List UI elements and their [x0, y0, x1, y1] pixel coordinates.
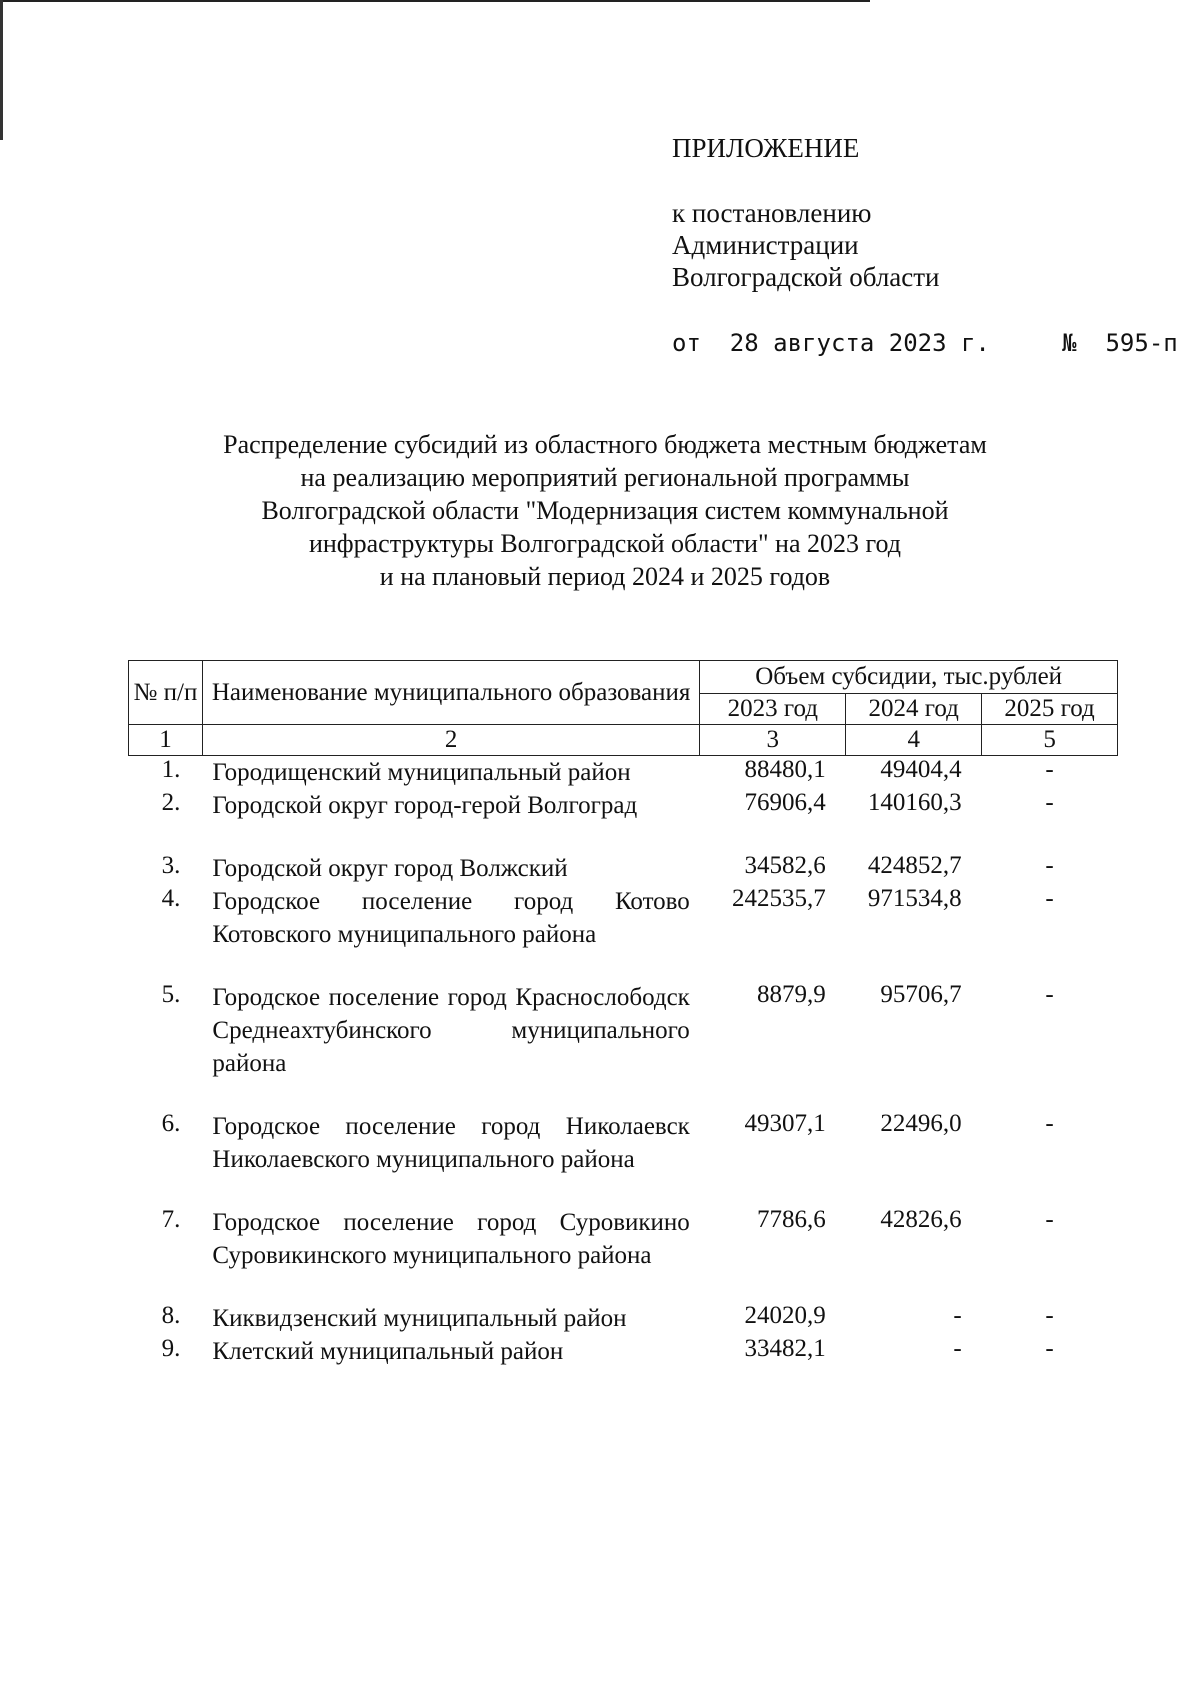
header-number: № п/п [129, 661, 203, 725]
row-number: 1. [161, 756, 181, 783]
municipality-name: Городское поселение город Николаевск Николаевского муниципального района [212, 1113, 690, 1173]
scan-top-border [0, 0, 870, 2]
title-line-5: и на плановый период 2024 и 2025 годов [379, 562, 831, 591]
table-header [129, 661, 1118, 756]
table-row [129, 1110, 1118, 1206]
municipality-name: Городской округ город Волжский [212, 855, 568, 882]
appendix-line-2: Администрации [672, 230, 859, 260]
table-row [129, 885, 1118, 981]
table-row [129, 1302, 1118, 1335]
header-year-2024: 2024 год [846, 694, 982, 725]
column-number-5: 5 [982, 725, 1118, 756]
subsidy-2023: 24020,9 [744, 1302, 826, 1329]
subsidy-2025: - [1045, 1110, 1054, 1137]
subsidy-table [128, 660, 1118, 1368]
table-body [129, 756, 1118, 1369]
appendix-line-1: к постановлению [672, 198, 872, 228]
title-line-4: инфраструктуры Волгоградской области" на 2023 год [308, 529, 902, 558]
column-number-4: 4 [846, 725, 982, 756]
subsidy-2025: - [1045, 852, 1054, 879]
row-number: 4. [161, 885, 181, 912]
table-row [129, 1206, 1118, 1302]
subsidy-2025: - [1045, 789, 1054, 816]
subsidy-2025: - [1045, 885, 1054, 912]
subsidy-2024: 140160,3 [867, 789, 962, 816]
row-number: 2. [161, 789, 181, 816]
row-number: 3. [161, 852, 181, 879]
appendix-block [672, 132, 1178, 359]
subsidy-2023: 33482,1 [744, 1335, 826, 1362]
subsidy-2025: - [1045, 981, 1054, 1008]
table-row [129, 981, 1118, 1110]
municipality-name: Городское поселение город Суровикино Суровикинского муниципального района [212, 1209, 690, 1269]
subsidy-2024: 42826,6 [880, 1206, 962, 1233]
header-volume: Объем субсидии, тыс.рублей [700, 661, 1118, 694]
subsidy-2025: - [1045, 1302, 1054, 1329]
subsidy-2023: 76906,4 [744, 789, 826, 816]
appendix-heading: ПРИЛОЖЕНИЕ [672, 133, 860, 163]
title-line-1: Распределение субсидий из областного бюджета местным бюджетам [223, 430, 987, 459]
municipality-name: Городищенский муниципальный район [212, 759, 631, 786]
subsidy-2025: - [1045, 1335, 1054, 1362]
subsidy-2024: 95706,7 [880, 981, 962, 1008]
title-line-2: на реализацию мероприятий региональной программы [300, 463, 910, 492]
column-number-2: 2 [202, 725, 699, 756]
row-number: 8. [161, 1302, 181, 1329]
decree-date-number: от 28 августа 2023 г. № 595-п [672, 329, 1178, 357]
column-number-3: 3 [700, 725, 846, 756]
scan-left-edge [0, 0, 3, 140]
subsidy-2024: - [953, 1335, 962, 1362]
subsidy-2025: - [1045, 756, 1054, 783]
municipality-name: Клетский муниципальный район [212, 1338, 564, 1365]
title-line-3: Волгоградской области "Модернизация систем коммунальной [261, 496, 949, 525]
subsidy-2023: 34582,6 [744, 852, 826, 879]
header-year-2023: 2023 год [700, 694, 846, 725]
row-number: 9. [161, 1335, 181, 1362]
subsidy-2024: 424852,7 [867, 852, 962, 879]
subsidy-2023: 242535,7 [731, 885, 826, 912]
header-name: Наименование муниципального образования [202, 661, 699, 725]
appendix-line-3: Волгоградской области [672, 262, 940, 292]
subsidy-2023: 7786,6 [756, 1206, 826, 1233]
row-number: 5. [161, 981, 181, 1008]
municipality-name: Городское поселение город Котово Котовского муниципального района [212, 888, 690, 948]
subsidy-2024: - [953, 1302, 962, 1329]
table-row [129, 789, 1118, 852]
column-number-1: 1 [129, 725, 203, 756]
subsidy-2024: 49404,4 [880, 756, 962, 783]
municipality-name: Городское поселение город Краснослободск Среднеахтубинского муниципального района [212, 984, 690, 1077]
row-number: 6. [161, 1110, 181, 1137]
header-year-2025: 2025 год [982, 694, 1118, 725]
table-row [129, 756, 1118, 790]
row-number: 7. [161, 1206, 181, 1233]
document-title [110, 428, 1100, 593]
subsidy-2023: 88480,1 [744, 756, 826, 783]
subsidy-2023: 49307,1 [744, 1110, 826, 1137]
municipality-name: Городской округ город-герой Волгоград [212, 792, 638, 819]
subsidy-2024: 971534,8 [867, 885, 962, 912]
subsidy-2023: 8879,9 [756, 981, 826, 1008]
table-row [129, 852, 1118, 885]
subsidy-2025: - [1045, 1206, 1054, 1233]
table-row [129, 1335, 1118, 1368]
municipality-name: Киквидзенский муниципальный район [212, 1305, 627, 1332]
subsidy-2024: 22496,0 [880, 1110, 962, 1137]
